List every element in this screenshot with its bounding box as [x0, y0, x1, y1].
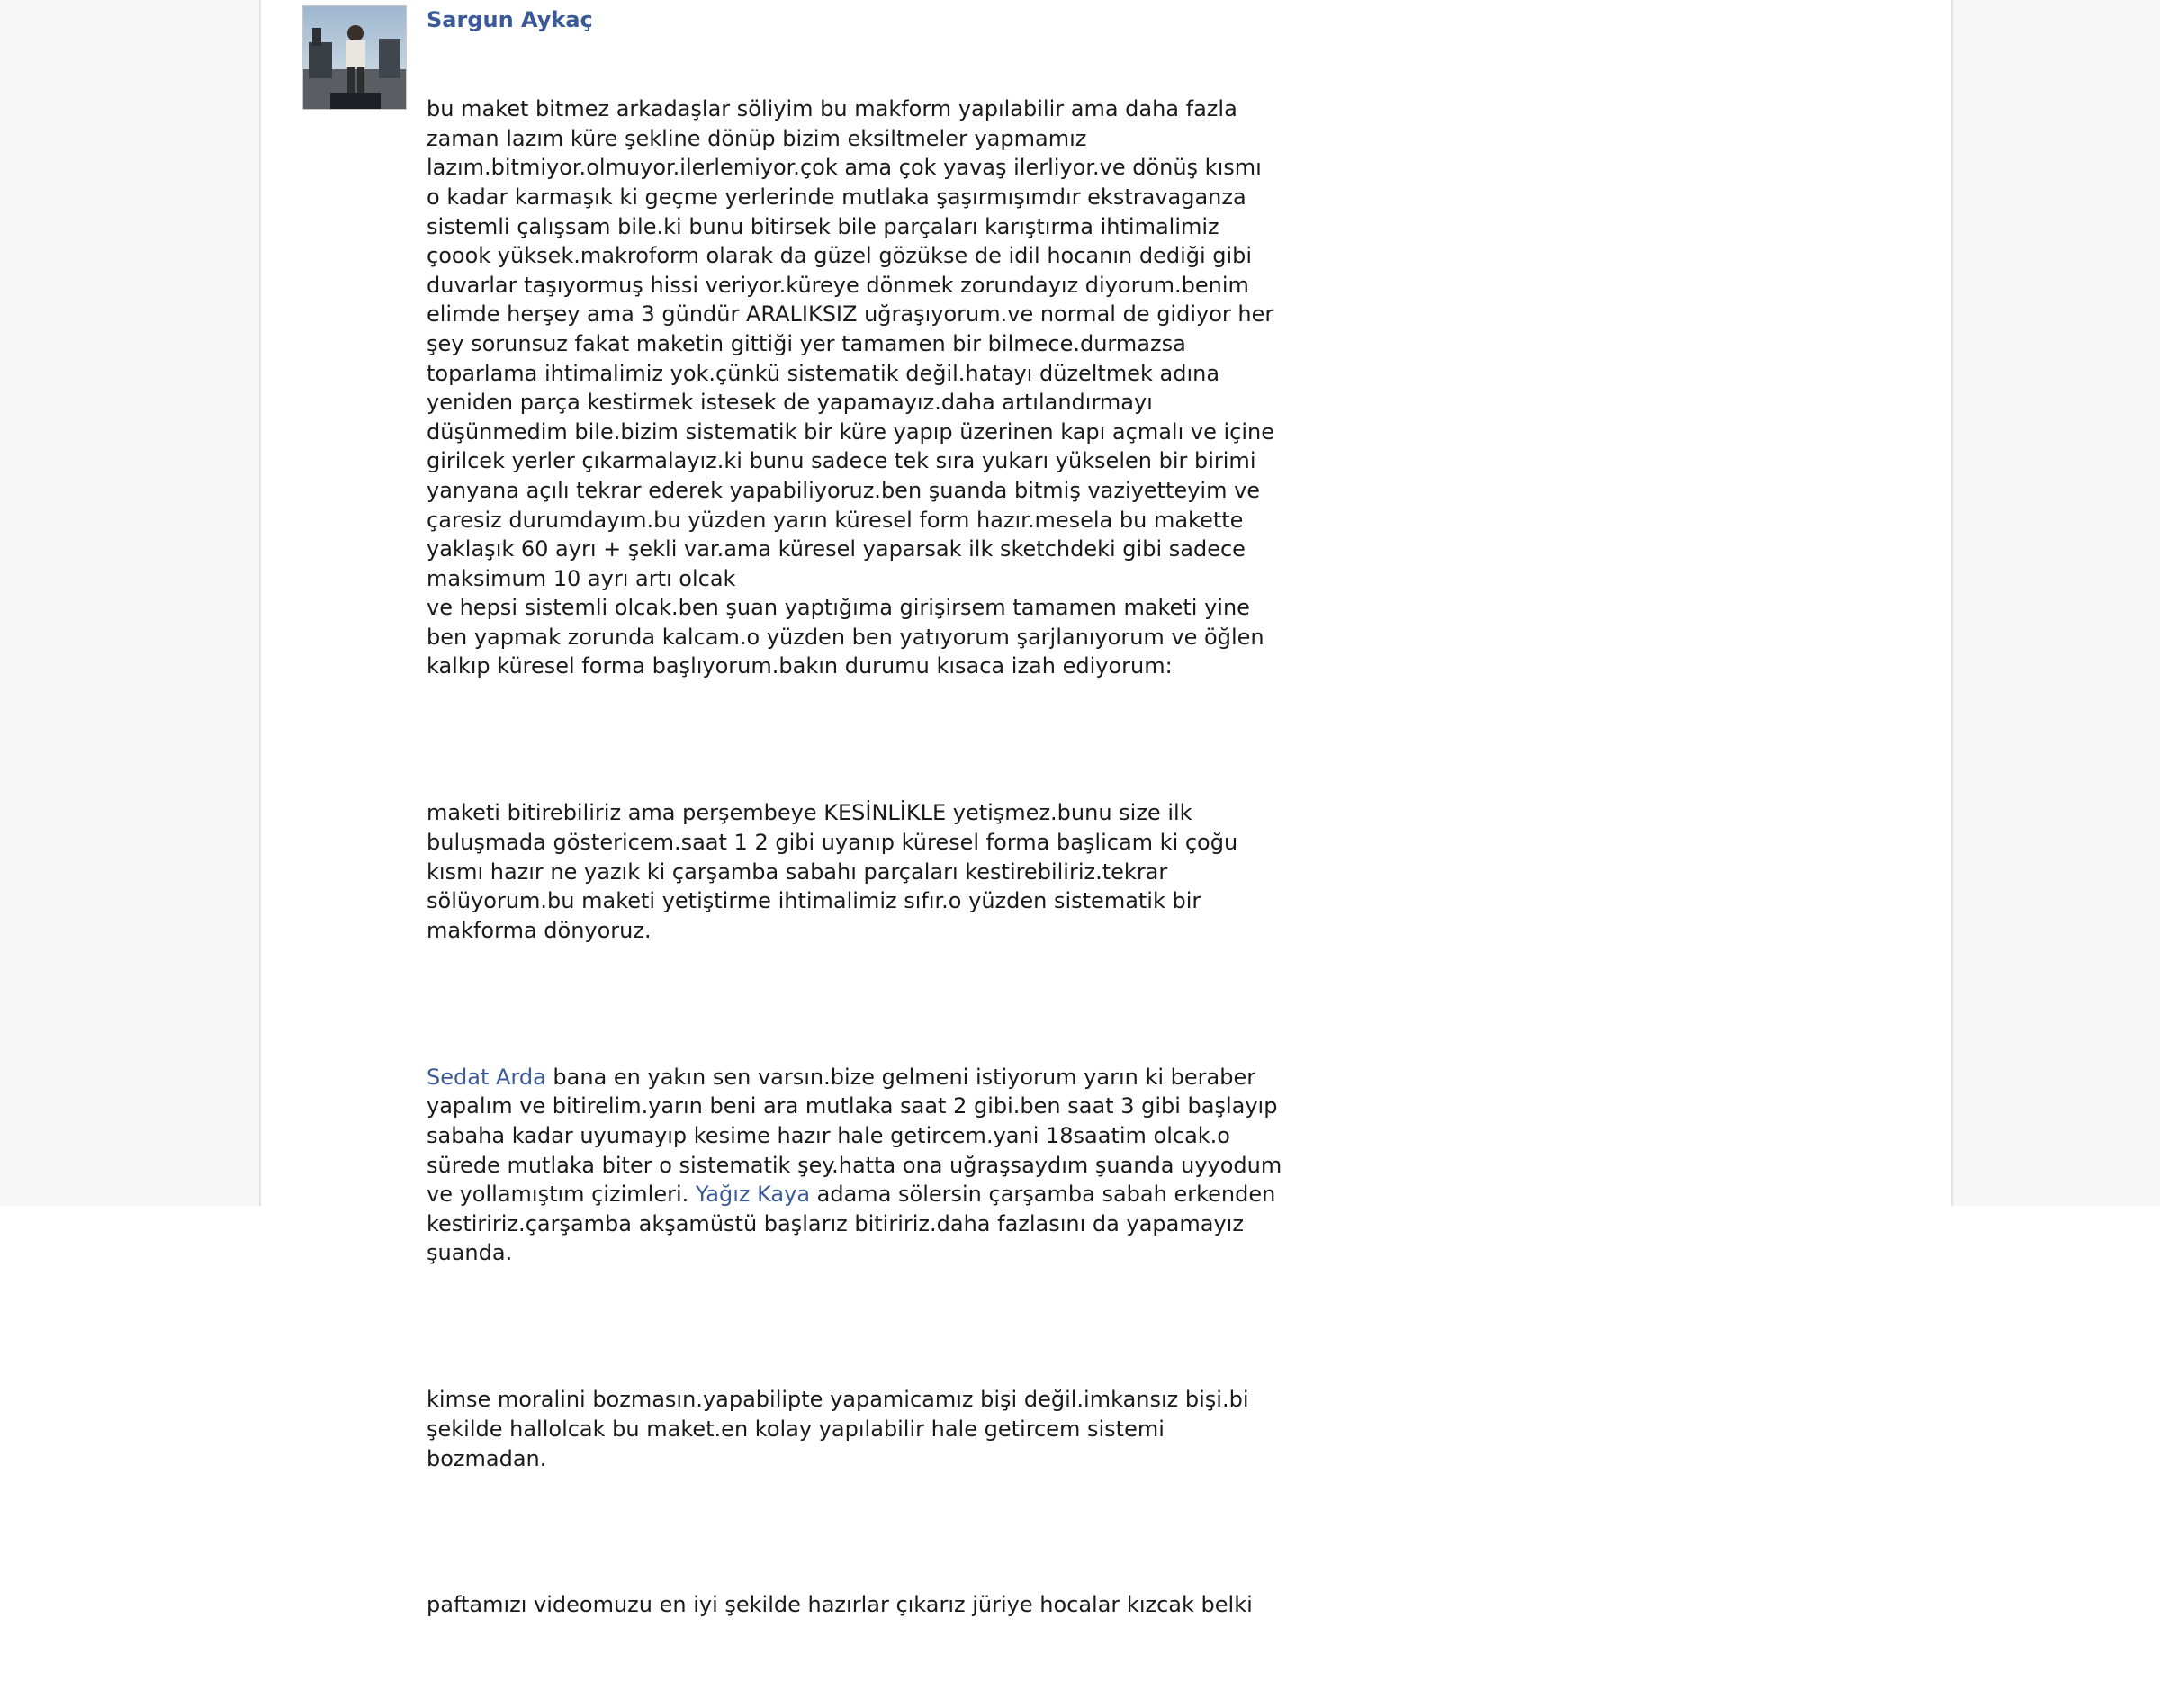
page-right-gutter	[1951, 0, 2160, 1206]
p4-line: bozmadan.	[427, 1445, 547, 1471]
p1-line: yaklaşık 60 ayrı + şekli var.ama küresel yaparsak ilk sketchdeki gibi sadece	[427, 536, 1246, 562]
p1-line: şey sorunsuz fakat maketin gittiği yer tamamen bir bilmece.durmazsa	[427, 330, 1186, 356]
p1-line: girilcek yerler çıkarmalayız.ki bunu sadece tek sıra yukarı yükselen bir birimi	[427, 448, 1256, 474]
p4-line: şekilde hallolcak bu maket.en kolay yapılabilir hale getircem sistemi	[427, 1416, 1165, 1442]
p1-line: çoook yüksek.makroform olarak da güzel gözükse de idil hocanın dediği gibi	[427, 243, 1253, 269]
paragraph-2	[427, 798, 1561, 945]
p1-line: çaresiz durumdayım.bu yüzden yarın küresel form hazır.mesela bu makette	[427, 507, 1244, 533]
paragraph-5	[427, 1590, 1561, 1620]
profile-photo-icon	[303, 6, 406, 109]
mention-sedat-arda-link[interactable]: Sedat Arda	[427, 1064, 546, 1090]
avatar[interactable]	[302, 5, 407, 110]
p1-line: duvarlar taşıyormuş hissi veriyor.küreye dönmek zorundayız diyorum.benim	[427, 272, 1249, 298]
paragraph-3	[427, 1063, 1561, 1268]
p1-line: lazım.bitmiyor.olmuyor.ilerlemiyor.çok ama çok yavaş ilerliyor.ve dönüş kısmı	[427, 155, 1262, 181]
p1-line: yanyana açılı tekrar ederek yapabiliyoruz.ben şuanda bitmiş vaziyetteyim ve	[427, 477, 1261, 503]
p1-line: o kadar karmaşık ki geçme yerlerinde mutlaka şaşırmışımdır ekstravaganza	[427, 184, 1246, 210]
paragraph-1	[427, 94, 1561, 681]
p2-line: buluşmada göstericem.saat 1 2 gibi uyanıp küresel forma başlicam ki çoğu	[427, 830, 1238, 856]
post-text	[427, 36, 1561, 1708]
p1-line: zaman lazım küre şekline dönüp bizim eksiltmeler yapmamız	[427, 125, 1087, 151]
p1-line: maksimum 10 ayrı artı olcak	[427, 565, 736, 591]
p2-line: kısmı hazır ne yazık ki çarşamba sabahı parçaları kestirebiliriz.tekrar	[427, 858, 1168, 885]
p2-line: makforma dönyoruz.	[427, 917, 652, 943]
p1-line: kalkıp küresel forma başlıyorum.bakın durumu kısaca izah ediyorum:	[427, 653, 1173, 679]
p1-line: bu maket bitmez arkadaşlar söliyim bu makform yapılabilir ama daha fazla	[427, 96, 1238, 122]
p1-line: toparlama ihtimalimiz yok.çünkü sistematik değil.hatayı düzeltmek adına	[427, 360, 1220, 386]
p3-text-2: adama sölersin çarşamba sabah erkenden kestiririz.çarşamba akşamüstü başlarız bitiririz.daha fazlasını da yapamayız şuanda.	[427, 1182, 1276, 1266]
mention-yagiz-kaya-link[interactable]: Yağız Kaya	[695, 1182, 811, 1208]
post-body	[427, 5, 1561, 1708]
p3-text-1: bana en yakın sen varsın.bize gelmeni istiyorum yarın ki beraber yapalım ve bitirelim.yarın beni ara mutlaka saat 2 gibi.ben saat 3 gibi başlayıp sabaha kadar uyumayıp kesime hazır hale getircem.yani 18saatim olcak.o sürede mutlaka biter o sistematik şey.hatta ona uğraşsaydım şuanda uyyodum ve yollamıştım çizimleri.	[427, 1064, 1282, 1208]
p2-line: maketi bitirebiliriz ama perşembeye KESİNLİKLE yetişmez.bunu size ilk	[427, 800, 1192, 826]
p1-line: elimde herşey ama 3 gündür ARALIKSIZ uğraşıyorum.ve normal de gidiyor her	[427, 301, 1274, 328]
p1-line: sistemli çalışsam bile.ki bunu bitirsek bile parçaları karıştırma ihtimalimiz	[427, 213, 1220, 239]
p5-line: paftamızı videomuzu en iyi şekilde hazırlar çıkarız jüriye hocalar kızcak belki	[427, 1592, 1253, 1618]
p4-line: kimse moralini bozmasın.yapabilipte yapamicamız bişi değil.imkansız bişi.bi	[427, 1387, 1249, 1413]
page-left-gutter	[0, 0, 259, 1206]
p1-line: ben yapmak zorunda kalcam.o yüzden ben yatıyorum şarjlanıyorum ve öğlen	[427, 624, 1264, 650]
p1-line: yeniden parça kestirmek istesek de yapamayız.daha artılandırmayı	[427, 390, 1153, 416]
p2-line: sölüyorum.bu maketi yetiştirme ihtimalimiz sıfır.o yüzden sistematik bir	[427, 888, 1202, 914]
feed-column	[259, 0, 1953, 1618]
p1-line: ve hepsi sistemli olcak.ben şuan yaptığıma girişirsem tamamen maketi yine	[427, 595, 1250, 621]
p1-line: düşünmedim bile.bizim sistematik bir küre yapıp üzerinen kapı açmalı ve içine	[427, 418, 1274, 445]
paragraph-4	[427, 1385, 1561, 1473]
author-name-link[interactable]: Sargun Aykaç	[427, 7, 593, 32]
